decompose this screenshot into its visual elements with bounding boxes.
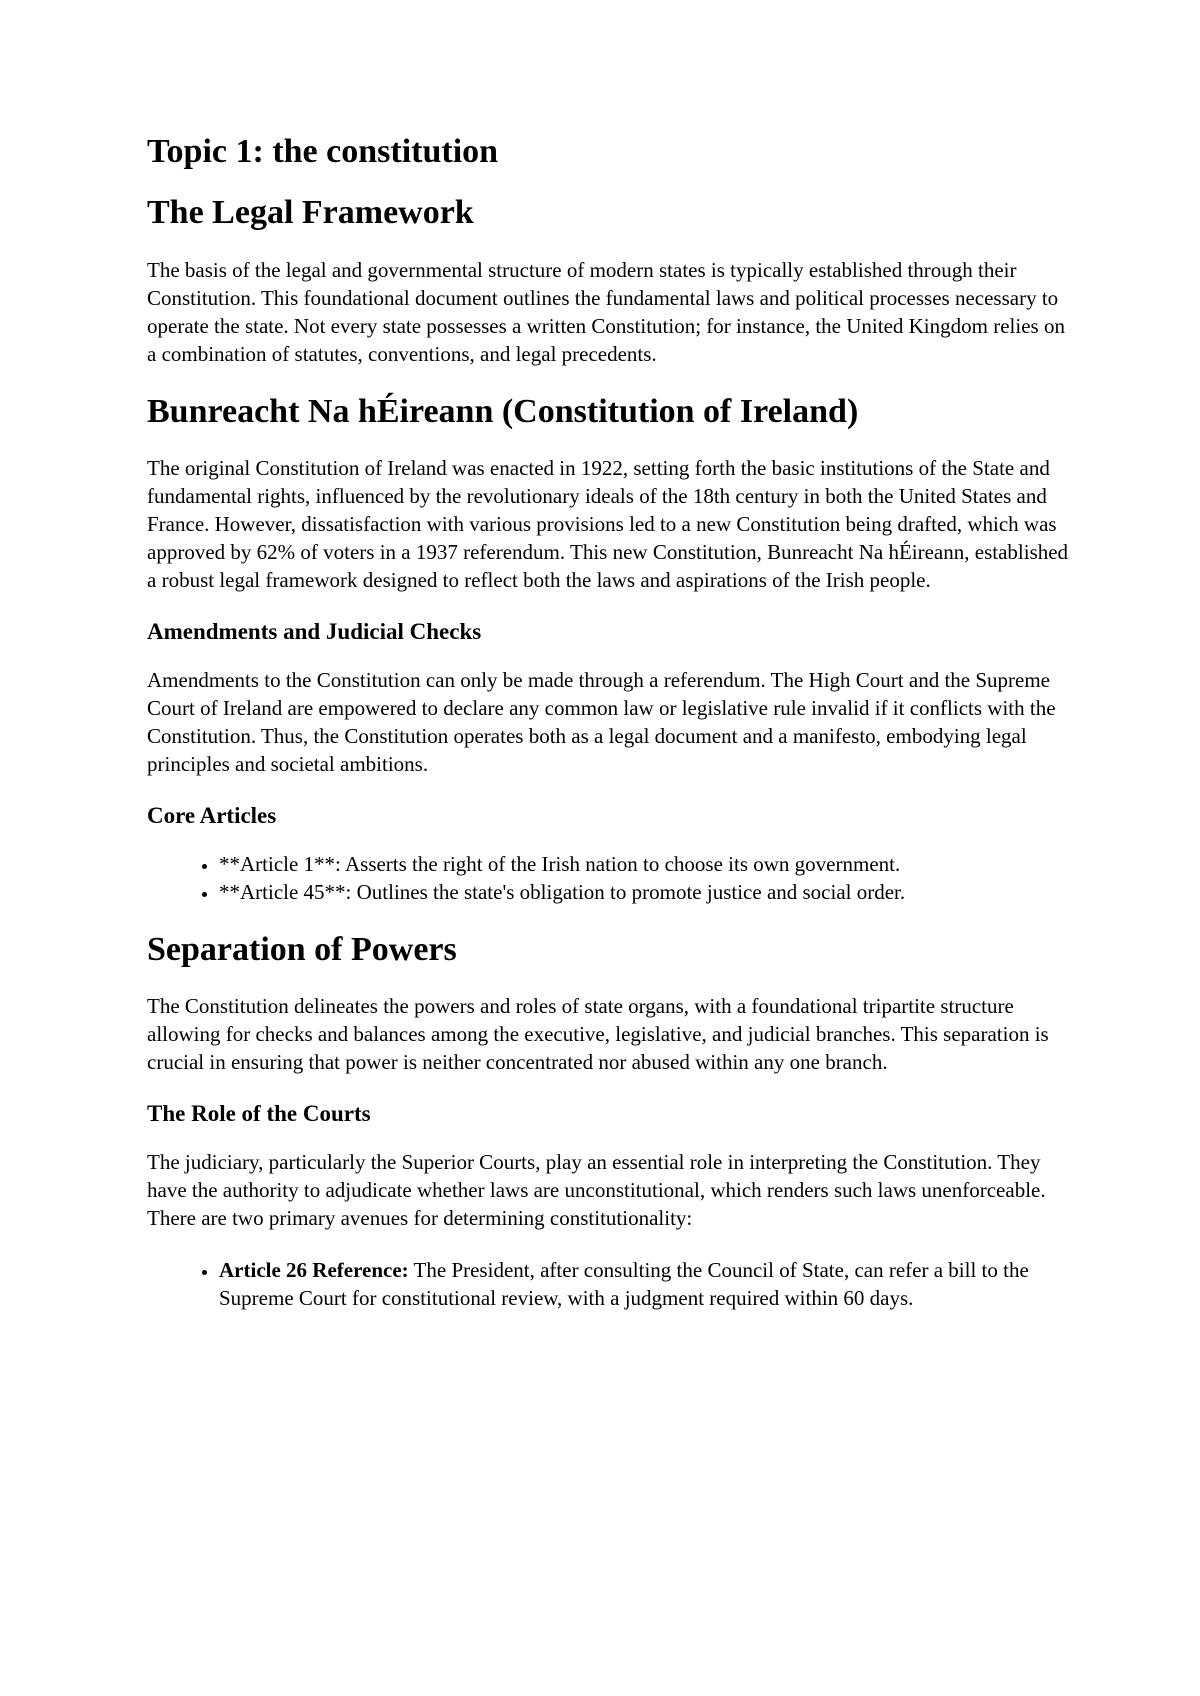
list-item-article-1: • **Article 1**: Asserts the right of the Irish nation to choose its own government. (219, 850, 1069, 878)
document-page (147, 132, 1069, 1336)
paragraph-bunreacht: The original Constitution of Ireland was enacted in 1922, setting forth the basic institutions of the State and fundamental rights, influenced by the revolutionary ideals of the 18th century in both the United States and France. However, dissatisfaction with various provisions led to a new Constitution being drafted, which was approved by 62% of voters in a 1937 referendum. This new Constitution, Bunreacht Na hÉireann, established a robust legal framework designed to reflect both the laws and aspirations of the Irish people. (147, 456, 1069, 593)
paragraph-separation-of-powers: The Constitution delineates the powers and roles of state organs, with a foundational tripartite structure allowing for checks and balances among the executive, legislative, and judicial branches. This separation is crucial in ensuring that power is neither concentrated nor abused within any one branch. (147, 994, 1049, 1075)
paragraph-role-of-courts: The judiciary, particularly the Superior Courts, play an essential role in interpreting the Constitution. They have the authority to adjudicate whether laws are unconstitutional, which renders such laws unenforceable. There are two primary avenues for determining constitutionality: (147, 1149, 1046, 1230)
courts-avenues-list (147, 1256, 1069, 1312)
topic-title: Topic 1: the constitution (147, 133, 499, 170)
heading-amendments: Amendments and Judicial Checks (147, 619, 482, 645)
heading-core-articles: Core Articles (147, 802, 277, 828)
core-articles-list (147, 850, 1069, 906)
list-item-article-45: • **Article 45**: Outlines the state's obligation to promote justice and social order. (219, 878, 1069, 906)
heading-role-of-courts: The Role of the Courts (147, 1101, 371, 1127)
heading-legal-framework: The Legal Framework (147, 193, 474, 231)
heading-separation-of-powers: Separation of Powers (147, 930, 457, 968)
paragraph-legal-framework: The basis of the legal and governmental structure of modern states is typically established through their Constitution. This foundational document outlines the fundamental laws and political processes necessary to operate the state. Not every state possesses a written Constitution; for instance, the United Kingdom relies on a combination of statutes, conventions, and legal precedents. (147, 257, 1065, 366)
article-26-text: The President, after consulting the Council of State, can refer a bill to the Supreme Court for constitutional review, with a judgment required within 60 days. (219, 1257, 1029, 1310)
heading-bunreacht: Bunreacht Na hÉireann (Constitution of Ireland) (147, 392, 859, 430)
paragraph-amendments: Amendments to the Constitution can only be made through a referendum. The High Court and the Supreme Court of Ireland are empowered to declare any common law or legislative rule invalid if it conflicts with the Constitution. Thus, the Constitution operates both as a legal document and a manifesto, embodying legal principles and societal ambitions. (147, 667, 1056, 776)
list-item-article-26 (219, 1256, 1069, 1312)
article-26-label: Article 26 Reference: (219, 1257, 409, 1282)
